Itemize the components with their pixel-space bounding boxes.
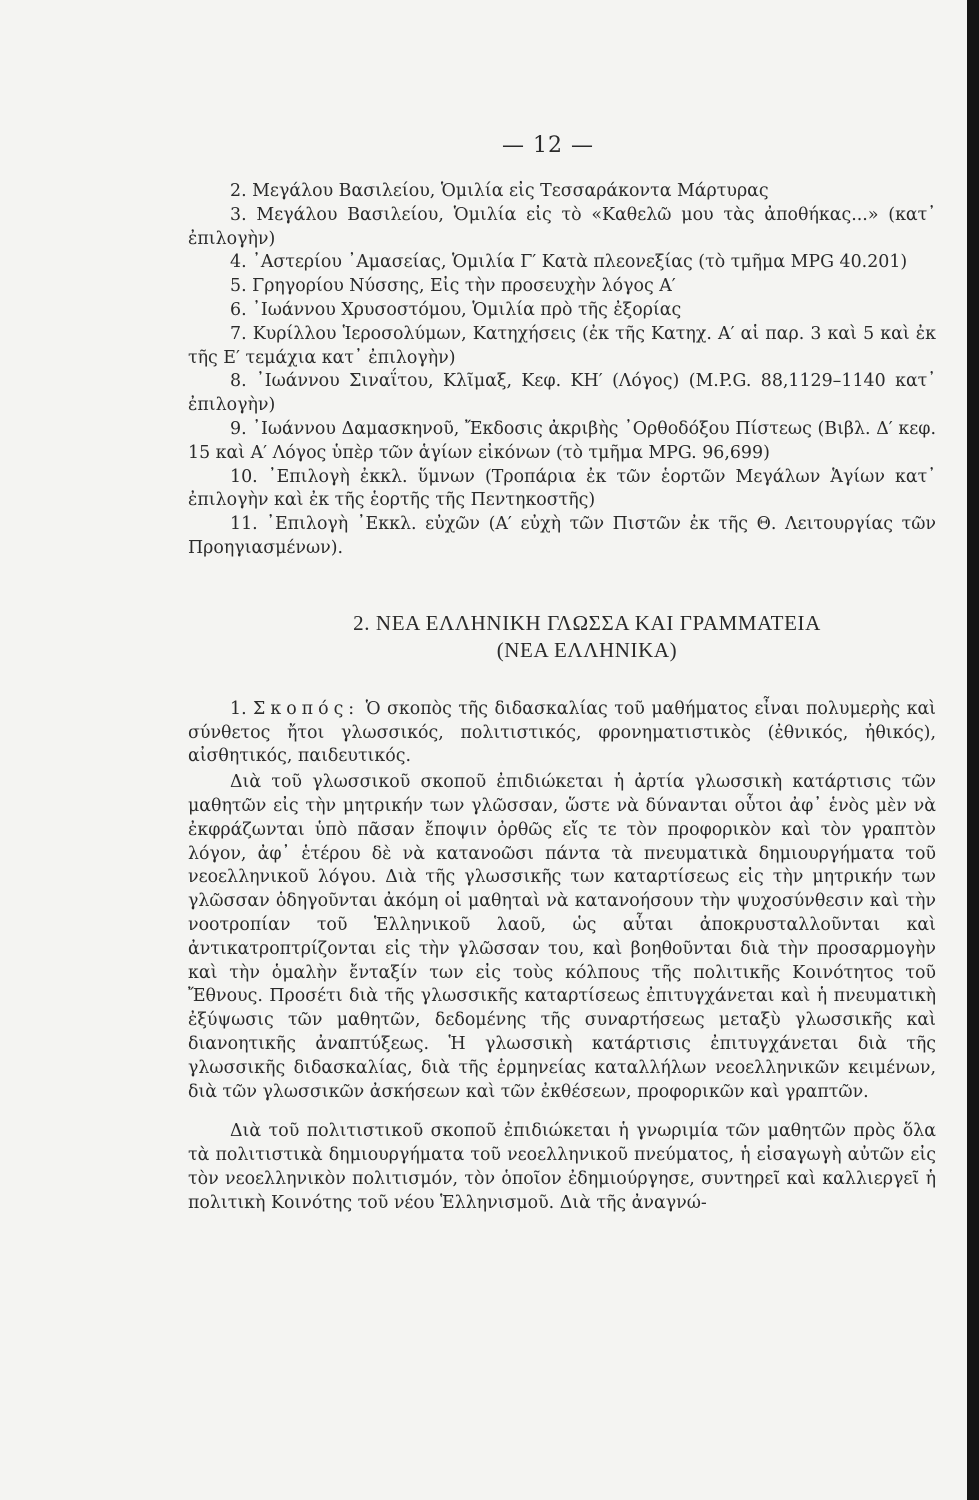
list-item-number: 2. [230,181,247,201]
list-item [188,418,936,466]
list-item-number: 7. [230,323,247,344]
list-item-text: ᾿Ιωάννου Χρυσοστόμου, Ὁμιλία πρὸ τῆς ἐξορίας [252,299,682,320]
reading-list [188,180,936,561]
list-item [188,299,936,323]
list-item-text: Κυρίλλου Ἱεροσολύμων, Κατηχήσεις (ἐκ τῆς Κατηχ. Α′ αἱ παρ. 3 καὶ 5 καὶ ἐκ τῆς Ε′ τεμάχια κατ᾿ ἐπιλογὴν) [188,323,937,368]
list-item-number: 11. [230,514,258,535]
list-item-text: ᾿Επιλογὴ ἐκκλ. ὕμνων (Τροπάρια ἐκ τῶν ἑορτῶν Μεγάλων Ἁγίων κατ᾿ ἐπιλογὴν καὶ ἐκ τῆς ἑορτῆς τῆς Πεντηκοστῆς) [188,466,936,511]
paragraph-label: Σκοπός: [253,698,360,719]
list-item-number: 9. [230,418,247,439]
paragraph-linguistic-aim: Διὰ τοῦ γλωσσικοῦ σκοποῦ ἐπιδιώκεται ἡ ἀρτία γλωσσικὴ κατάρτισις τῶν μαθητῶν εἰς τὴν μητρικήν των γλῶσσαν, ὥστε νὰ δύνανται οὗτοι ἀφ᾿ ἑνὸς μὲν νὰ ἐκφράζωνται ὑπὸ πᾶσαν ἔποψιν ὀρθῶς εἴς τε τὸν προφορικὸν καὶ τὸν γραπτὸν λόγον, ἀφ᾿ ἑτέρου δὲ νὰ κατανοῶσι πάντα τὰ πνευματικὰ δημιουργήματα τοῦ νεοελληνικοῦ λόγου. Διὰ τῆς γλωσσικῆς των καταρτίσεως εἰς τὴν μητρικήν των γλῶσσαν ὁδηγοῦνται ἀκόμη οἱ μαθηταὶ νὰ κατανοήσουν τὴν ψυχοσύνθεσιν καὶ τὴν νοοτροπίαν τοῦ Ἑλληνικοῦ λαοῦ, ὡς αὗται ἀποκρυσταλλοῦνται καὶ ἀντικατροπτρίζονται εἰς τὴν γλῶσσαν του, καὶ βοηθοῦνται διὰ τὴν προσαρμογὴν καὶ τὴν ὁμαλὴν ἔνταξίν των εἰς τοὺς κόλπους τῆς πολιτικῆς Κοινότητος τοῦ Ἔθνους. Προσέτι διὰ τῆς γλωσσικῆς καταρτίσεως ἐπιτυγχάνεται καὶ ἡ πνευματικὴ ἐξύψωσις τῶν μαθητῶν, δεδομένης τῆς συναρτήσεως μεταξὺ γλωσσικῆς καὶ διανοητικῆς ἀναπτύξεως. Ἡ γλωσσικὴ κατάρτισις ἐπιτυγχάνεται διὰ τῆς γλωσσικῆς διδασκαλίας, διὰ τῆς ἑρμηνείας καταλλήλων νεοελληνικῶν κειμένων, διὰ τῶν γλωσσικῶν ἀσκήσεων καὶ τῶν ἐκθέσεων, προφορικῶν καὶ γραπτῶν. [188,772,936,1102]
list-item-number: 10. [230,466,258,487]
list-item-text: Μεγάλου Βασιλείου, Ὁμιλία εἰς τὸ «Καθελῶ μου τὰς ἀποθήκας...» (κατ᾿ ἐπιλογὴν) [188,204,936,249]
list-item [188,180,936,204]
list-item-text: Γρηγορίου Νύσσης, Εἰς τὴν προσευχὴν λόγος Α′ [252,276,676,297]
list-item [188,275,936,299]
list-item-text: ᾿Επιλογὴ ᾿Εκκλ. εὐχῶν (Α′ εὐχὴ τῶν Πιστῶν ἐκ τῆς Θ. Λειτουργίας τῶν Προηγιασμένων). [188,514,936,558]
page-number: — 12 — [502,133,594,158]
paragraph-purpose [188,698,936,769]
page-content [188,180,936,1215]
list-item [188,204,936,252]
list-item-number: 4. [230,252,247,273]
section-subtitle: (ΝΕΑ ΕΛΛΗΝΙΚΑ) [496,637,678,662]
list-item-text: ᾿Αστερίου ᾿Αμασείας, Ὁμιλία Γ′ Κατὰ πλεονεξίας (τὸ τμῆμα MPG 40.201) [252,252,908,273]
list-item [188,466,936,514]
list-item-text: ᾿Ιωάννου Σιναΐτου, Κλῖμαξ, Κεφ. ΚΗ′ (Λόγος) (M.P.G. 88,1129–1140 κατ᾿ ἐπιλογὴν) [188,371,936,416]
list-item [188,251,936,275]
list-item-number: 5. [230,276,247,297]
list-item-number: 3. [230,204,247,225]
section-title: 2. ΝΕΑ ΕΛΛΗΝΙΚΗ ΓΛΩΣΣΑ ΚΑΙ ΓΡΑΜΜΑΤΕΙΑ [353,610,821,635]
list-item [188,513,936,561]
paragraph-text: Ὁ σκοπὸς τῆς διδασκαλίας τοῦ μαθήματος εἶναι πολυμερὴς καὶ σύνθετος ἤτοι γλωσσικός, πολιτιστικός, φρονηματιστικὸς (ἐθνικός, ἠθικός), αἰσθητικός, παιδευτικός. [188,698,937,767]
list-item [188,323,936,371]
paragraph-number: 1. [230,698,247,719]
list-item-number: 8. [230,371,247,392]
list-item-text: ᾿Ιωάννου Δαμασκηνοῦ, Ἔκδοσις ἀκριβὴς ᾿Ορθοδόξου Πίστεως (Βιβλ. Δ′ κεφ. 15 καὶ Α′ Λόγος ὑπὲρ τῶν ἁγίων εἰκόνων (τὸ τμῆμα MPG. 96,699) [188,418,936,463]
list-item-number: 6. [230,299,247,320]
scan-edge-bar [967,0,979,1500]
paragraph-cultural-aim: Διὰ τοῦ πολιτιστικοῦ σκοποῦ ἐπιδιώκεται ἡ γνωριμία τῶν μαθητῶν πρὸς ὅλα τὰ πολιτιστικὰ δημιουργήματα τοῦ νεοελληνικοῦ πνεύματος, ἡ εἰσαγωγὴ αὐτῶν εἰς τὸν νεοελληνικὸν πολιτισμόν, τὸν ὁποῖον ἐδημιούργησε, συντηρεῖ καὶ καλλιεργεῖ ἡ πολιτικὴ Κοινότης τοῦ νέου Ἑλληνισμοῦ. Διὰ τῆς ἀναγνώ- [188,1121,936,1213]
list-item [188,370,936,418]
section-heading [238,610,936,664]
list-item-text: Μεγάλου Βασιλείου, Ὁμιλία εἰς Τεσσαράκοντα Μάρτυρας [252,181,769,201]
